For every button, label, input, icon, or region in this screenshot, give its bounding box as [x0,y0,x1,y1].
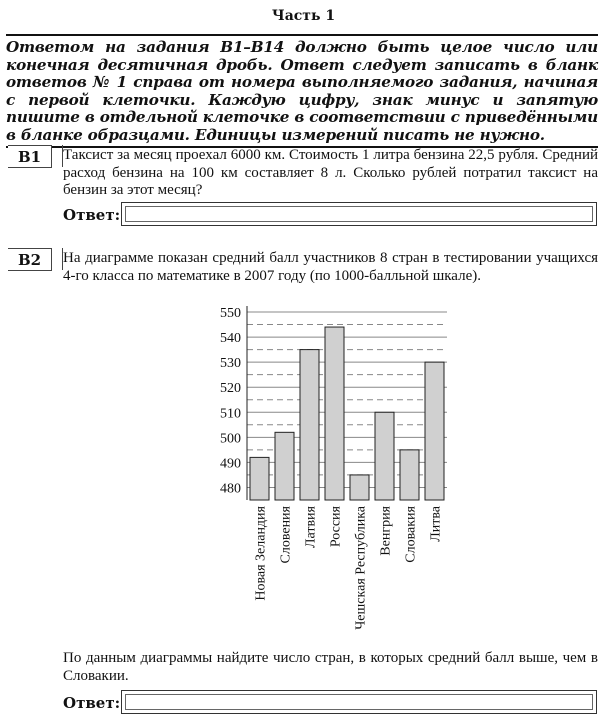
y-tick-label: 490 [220,456,241,472]
y-tick-label: 550 [220,306,241,321]
answer-row-b2 [63,690,598,716]
answer-field-b2[interactable] [121,690,597,714]
bar [375,412,394,500]
y-tick-label: 510 [220,406,241,422]
bar [275,432,294,500]
x-tick-label: Новая Зеландия [253,506,269,601]
y-tick-label: 500 [220,431,241,447]
bar [425,362,444,500]
y-tick-label: 540 [220,331,241,347]
y-tick-label: 480 [220,481,241,497]
x-tick-label: Словакия [403,506,419,563]
x-tick-label: Чешская Республика [353,506,369,630]
x-tick-label: Россия [328,506,344,548]
task-label-b2: В2 [8,249,52,271]
answer-row-b1 [63,202,598,228]
answer-label-b2: Ответ: [63,694,121,712]
x-tick-label: Словения [278,506,294,564]
bar [300,350,319,500]
x-tick-label: Литва [428,506,444,542]
task-text-b2: На диаграмме показан средний балл участников 8 стран в тестировании учащихся 4-го класса по математике в 2007 году (по 1000-балльной шкале). [63,250,598,284]
bar-chart [205,300,465,650]
y-tick-label: 530 [220,356,241,372]
x-tick-label: Латвия [303,506,319,549]
bar [250,457,269,500]
bar [400,450,419,500]
task-label-b1: В1 [8,146,52,168]
answer-label-b1: Ответ: [63,206,121,224]
x-tick-label: Венгрия [378,506,394,556]
y-tick-label: 520 [220,381,241,397]
part-title: Часть 1 [271,8,336,24]
answer-field-b1[interactable] [121,202,597,226]
bar [350,475,369,500]
instructions-text: Ответом на задания В1–В14 должно быть целое число или конечная десятичная дробь. Ответ следует записать в бланк ответов № 1 справа от номера выполняемого задания, начиная с первой клеточки. Каждую цифру, знак минус и запятую пишите в отдельной клеточке в соответствии с приведёнными в бланке образцами. Единицы измерений писать не нужно. [6,34,598,148]
bar [325,327,344,500]
task-question-b2: По данным диаграммы найдите число стран, в которых средний балл выше, чем в Словакии. [63,650,598,684]
task-text-b1: Таксист за месяц проехал 6000 км. Стоимость 1 литра бензина 22,5 рубля. Средний расход бензина на 100 км составляет 8 л. Сколько рублей потратил таксист на бензин за этот месяц? [63,147,598,198]
